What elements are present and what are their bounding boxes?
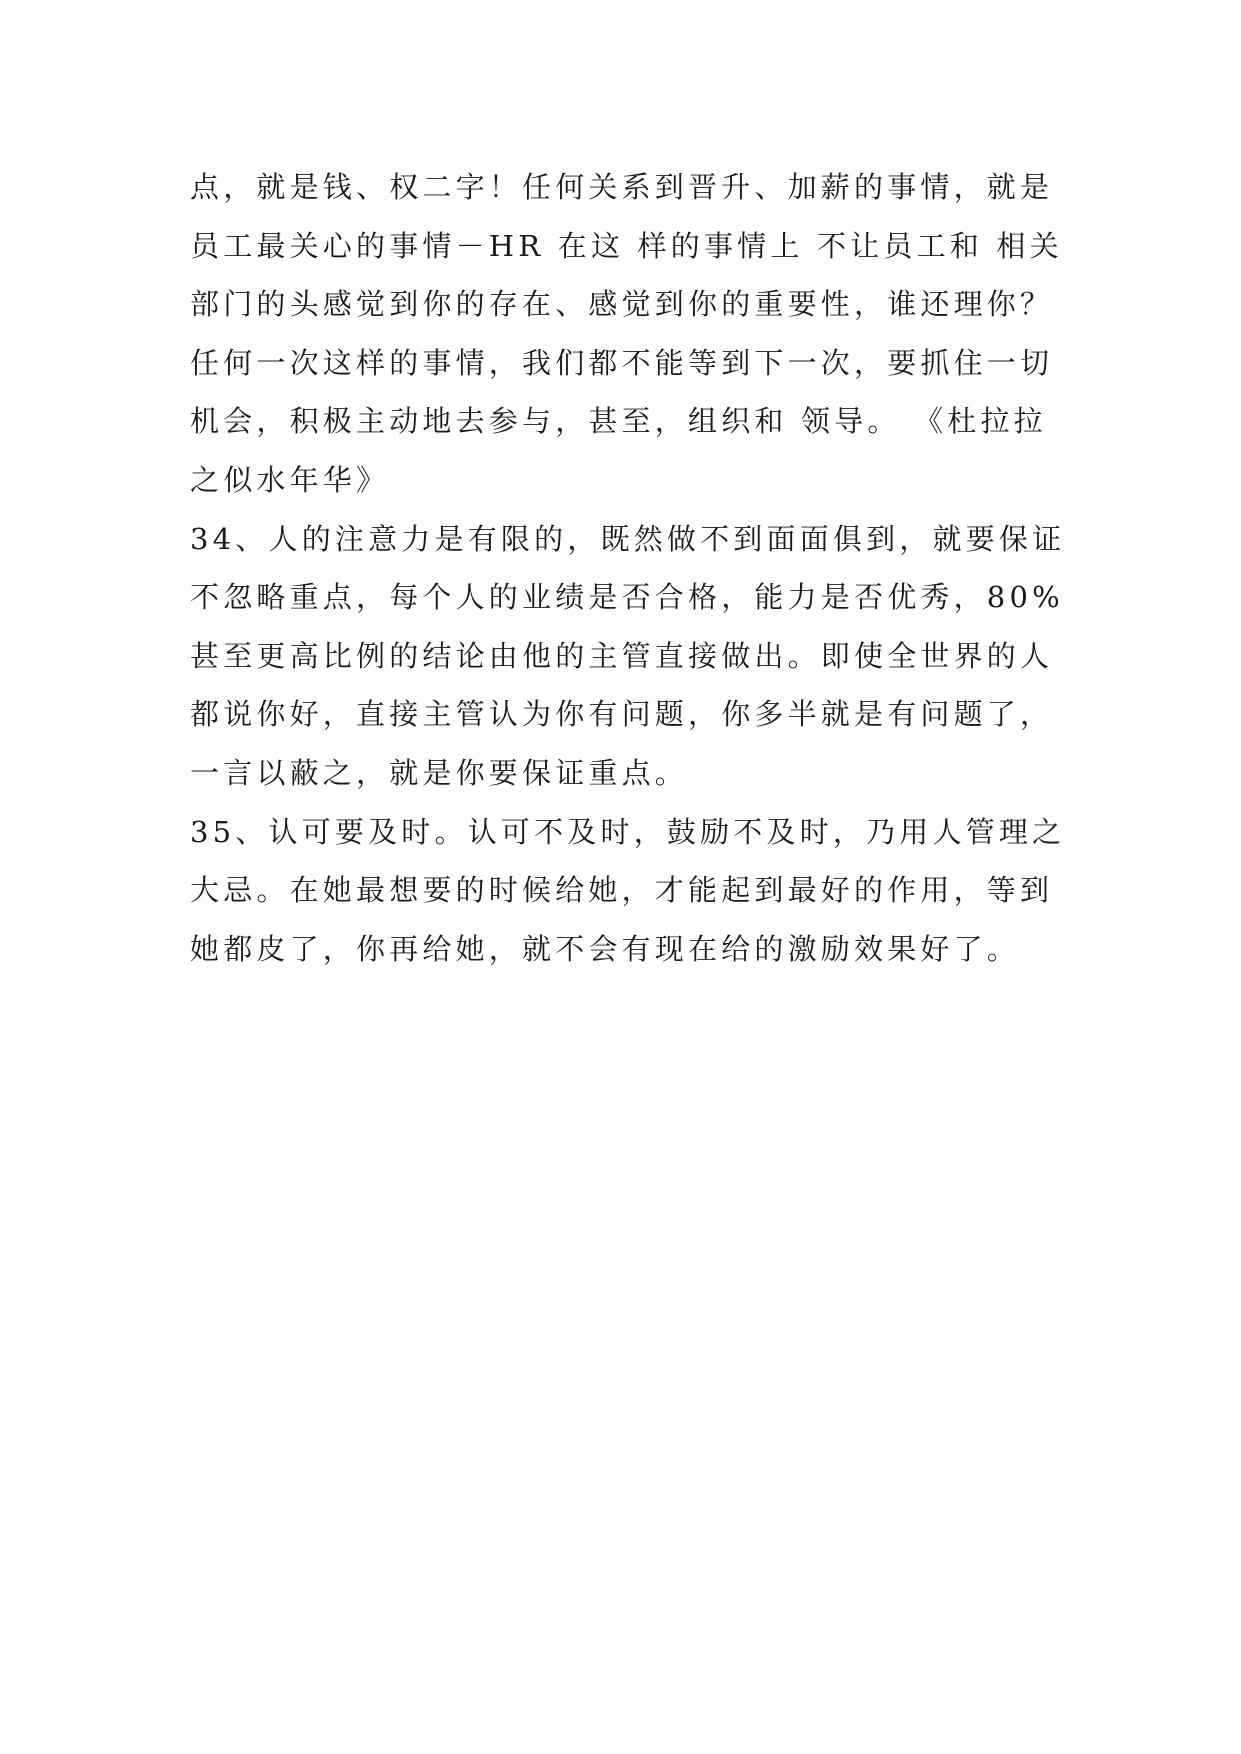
text-line: 机会，积极主动地去参与，甚至，组织和 领导。 《杜拉拉 [190, 404, 1047, 439]
text-line: 都说你好，直接主管认为你有问题，你多半就是有问题了， [190, 697, 1054, 732]
text-line: 大忌。在她最想要的时候给她，才能起到最好的作用，等到 [190, 873, 1054, 908]
text-line: 之似水年华》 [190, 462, 390, 497]
text-line: 35、认可要及时。认可不及时，鼓励不及时，乃用人管理之 [190, 814, 1066, 849]
body-text [190, 158, 1090, 978]
text-line: 甚至更高比例的结论由他的主管直接做出。即使全世界的人 [190, 638, 1054, 673]
text-line: 部门的头感觉到你的存在、感觉到你的重要性，谁还理你？ [190, 287, 1054, 322]
text-line: 点，就是钱、权二字！任何关系到晋升、加薪的事情，就是 [190, 170, 1054, 204]
text-line: 任何一次这样的事情，我们都不能等到下一次，要抓住一切 [190, 345, 1054, 380]
text-line: 一言以蔽之，就是你要保证重点。 [190, 755, 689, 790]
text-line: 34、人的注意力是有限的，既然做不到面面俱到，就要保证 [190, 521, 1066, 556]
text-line: 员工最关心的事情－HR 在这 样的事情上 不让员工和 相关 [190, 228, 1063, 263]
text-line: 不忽略重点，每个人的业绩是否合格，能力是否优秀，80% [190, 580, 1064, 615]
text-line: 她都皮了，你再给她，就不会有现在给的激励效果好了。 [190, 931, 1021, 966]
